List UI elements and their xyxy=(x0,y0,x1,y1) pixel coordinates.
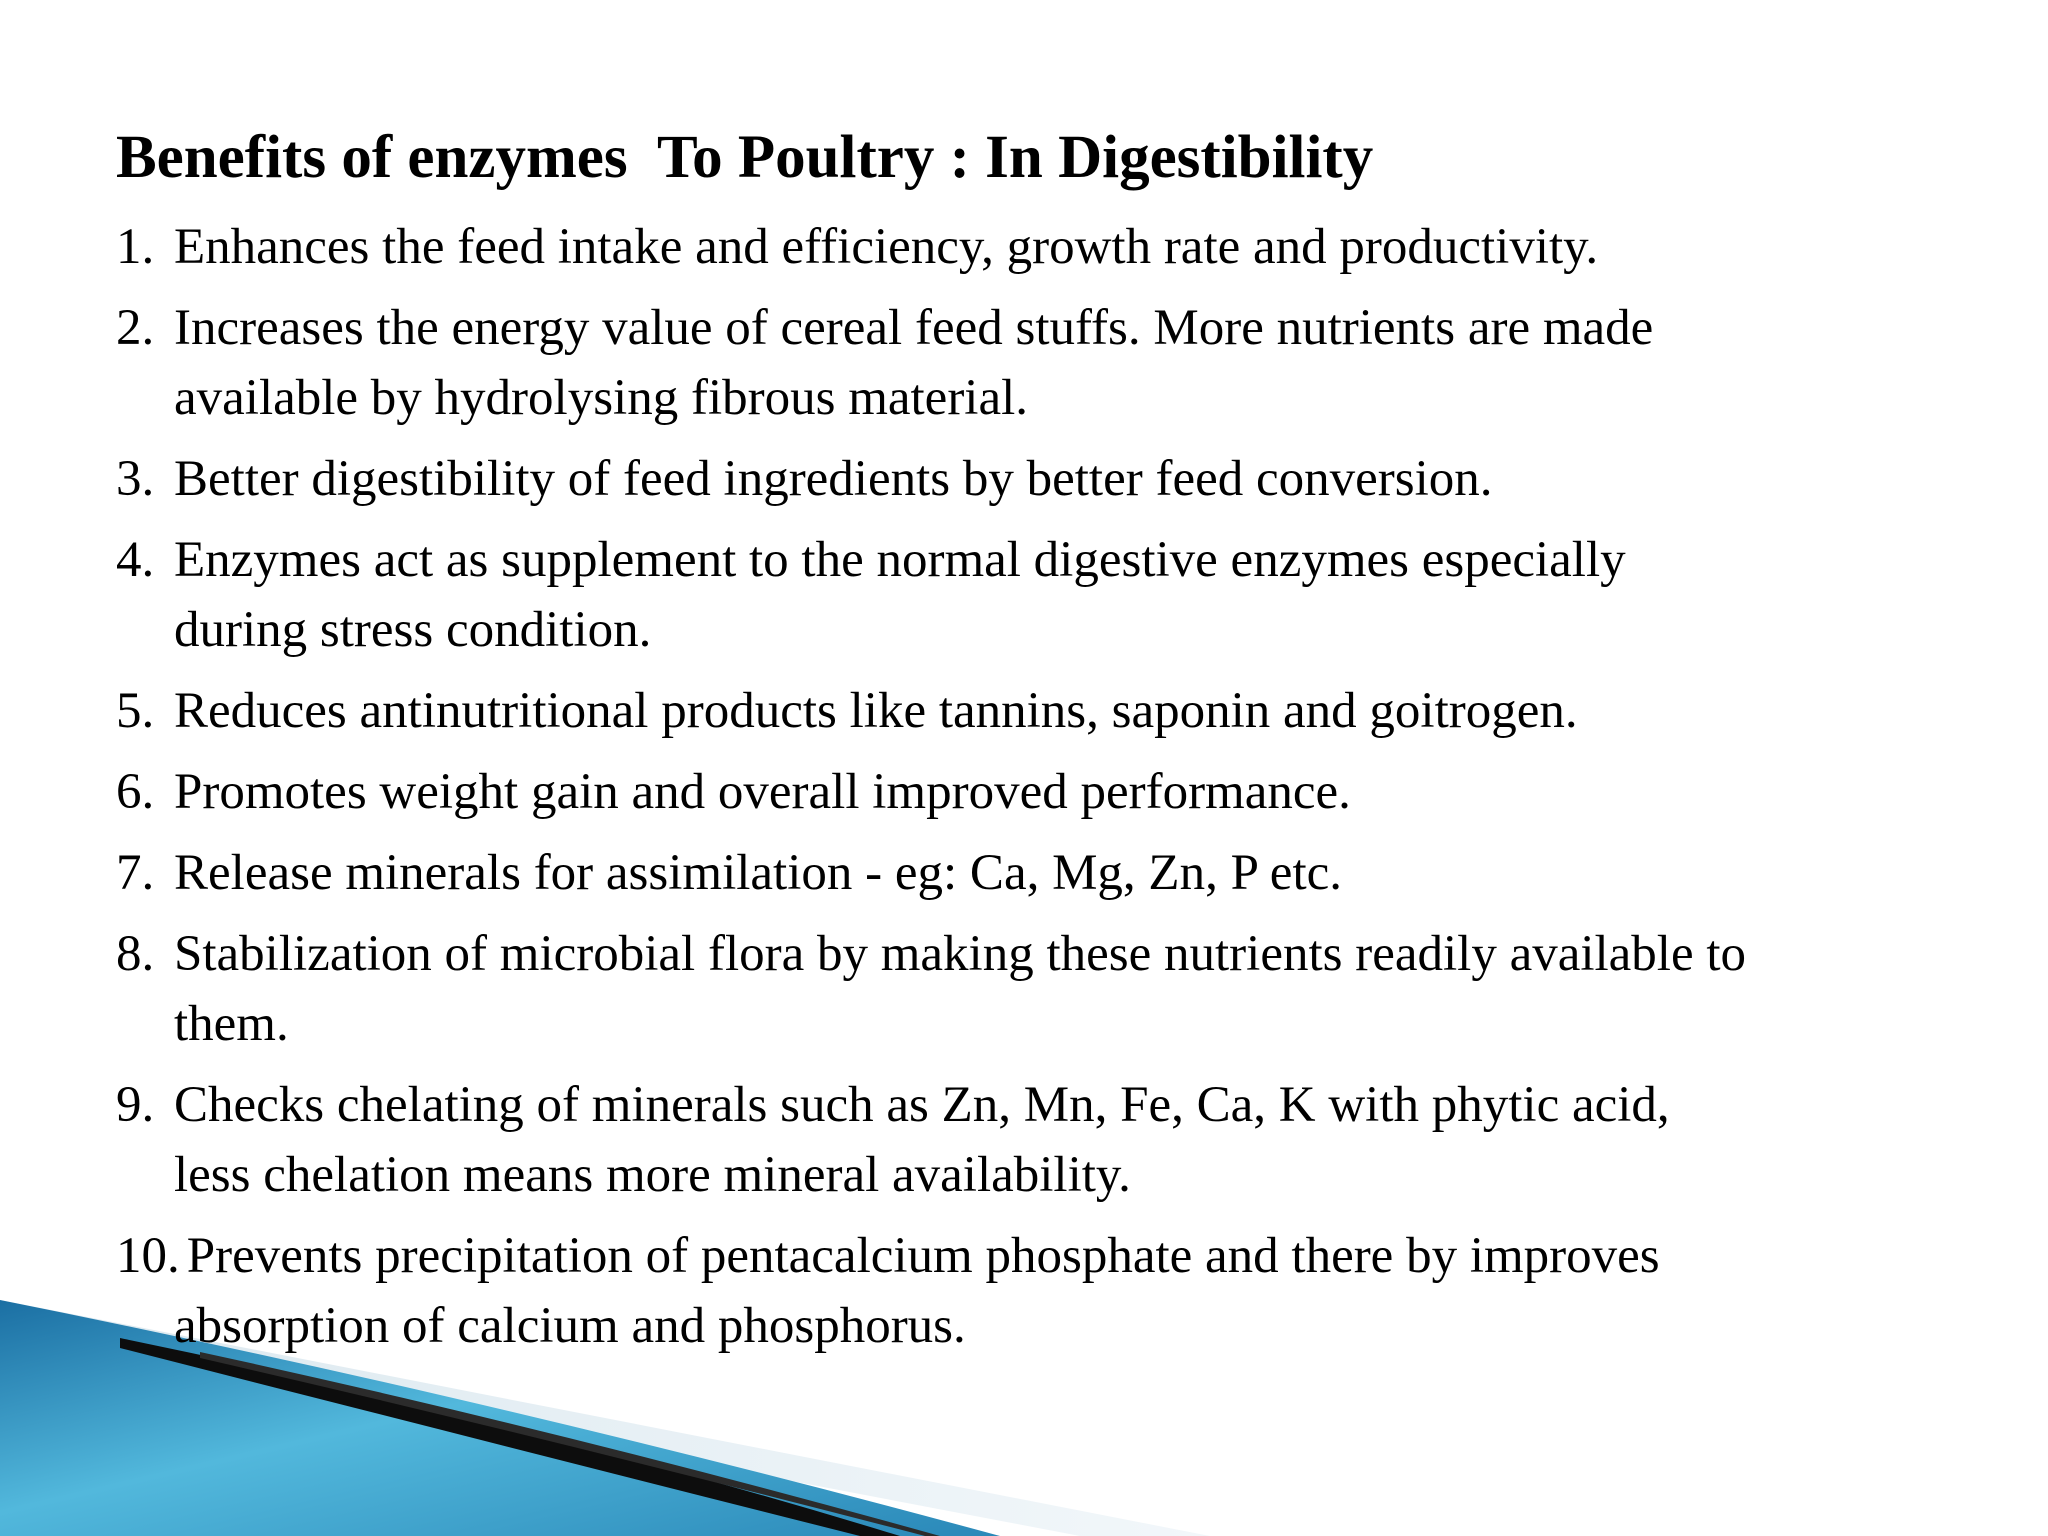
benefit-first-line xyxy=(116,444,1996,514)
benefit-number: 1. xyxy=(116,219,155,275)
benefit-first-line xyxy=(116,1070,1996,1140)
benefit-text: Increases the energy value of cereal feed stuffs. More nutrients are made xyxy=(174,300,1654,356)
benefit-text: Reduces antinutritional products like tannins, saponin and goitrogen. xyxy=(174,683,1578,739)
benefit-continuation-line: less chelation means more mineral availability. xyxy=(174,1147,1131,1203)
benefit-number: 2. xyxy=(116,300,155,356)
benefit-first-line xyxy=(116,838,1996,908)
benefit-item xyxy=(116,1221,1996,1361)
benefit-text: Promotes weight gain and overall improved performance. xyxy=(174,764,1351,820)
benefit-text: Better digestibility of feed ingredients by better feed conversion. xyxy=(174,451,1493,507)
benefit-continuation-line: during stress condition. xyxy=(174,602,652,658)
benefit-item xyxy=(116,838,1996,908)
benefit-number: 7. xyxy=(116,845,155,901)
benefit-item xyxy=(116,919,1996,1059)
benefit-item xyxy=(116,444,1996,514)
benefit-item xyxy=(116,212,1996,282)
benefit-number: 9. xyxy=(116,1077,155,1133)
benefit-number: 5. xyxy=(116,683,155,739)
benefit-text: Enzymes act as supplement to the normal digestive enzymes especially xyxy=(174,532,1626,588)
benefit-text: Stabilization of microbial flora by making these nutrients readily available to xyxy=(174,926,1747,982)
benefit-item xyxy=(116,757,1996,827)
benefit-first-line xyxy=(116,212,1996,282)
benefit-number: 8. xyxy=(116,926,155,982)
benefit-number: 6. xyxy=(116,764,155,820)
benefit-continuation-line: available by hydrolysing fibrous material. xyxy=(174,370,1029,426)
benefit-item xyxy=(116,525,1996,665)
benefit-text: Release minerals for assimilation - eg: Ca, Mg, Zn, P etc. xyxy=(174,845,1342,901)
benefit-item xyxy=(116,293,1996,433)
benefit-first-line xyxy=(116,525,1996,595)
benefit-number: 10. xyxy=(116,1228,180,1284)
benefit-number: 3. xyxy=(116,451,155,507)
benefit-item xyxy=(116,1070,1996,1210)
benefit-first-line xyxy=(116,676,1996,746)
benefit-first-line xyxy=(116,757,1996,827)
benefit-text: Checks chelating of minerals such as Zn, Mn, Fe, Ca, K with phytic acid, xyxy=(174,1077,1670,1133)
slide-title: Benefits of enzymes To Poultry : In Digestibility xyxy=(116,124,1374,191)
benefit-continuation-line: them. xyxy=(174,996,289,1052)
benefit-first-line xyxy=(116,919,1996,989)
benefit-text: Enhances the feed intake and efficiency, growth rate and productivity. xyxy=(174,219,1599,275)
benefit-continuation-line: absorption of calcium and phosphorus. xyxy=(174,1298,966,1354)
benefit-item xyxy=(116,676,1996,746)
benefit-first-line xyxy=(116,1221,1996,1291)
benefits-list xyxy=(116,212,1996,1372)
benefit-number: 4. xyxy=(116,532,155,588)
benefit-first-line xyxy=(116,293,1996,363)
benefit-text: Prevents precipitation of pentacalcium phosphate and there by improves xyxy=(174,1228,1660,1284)
